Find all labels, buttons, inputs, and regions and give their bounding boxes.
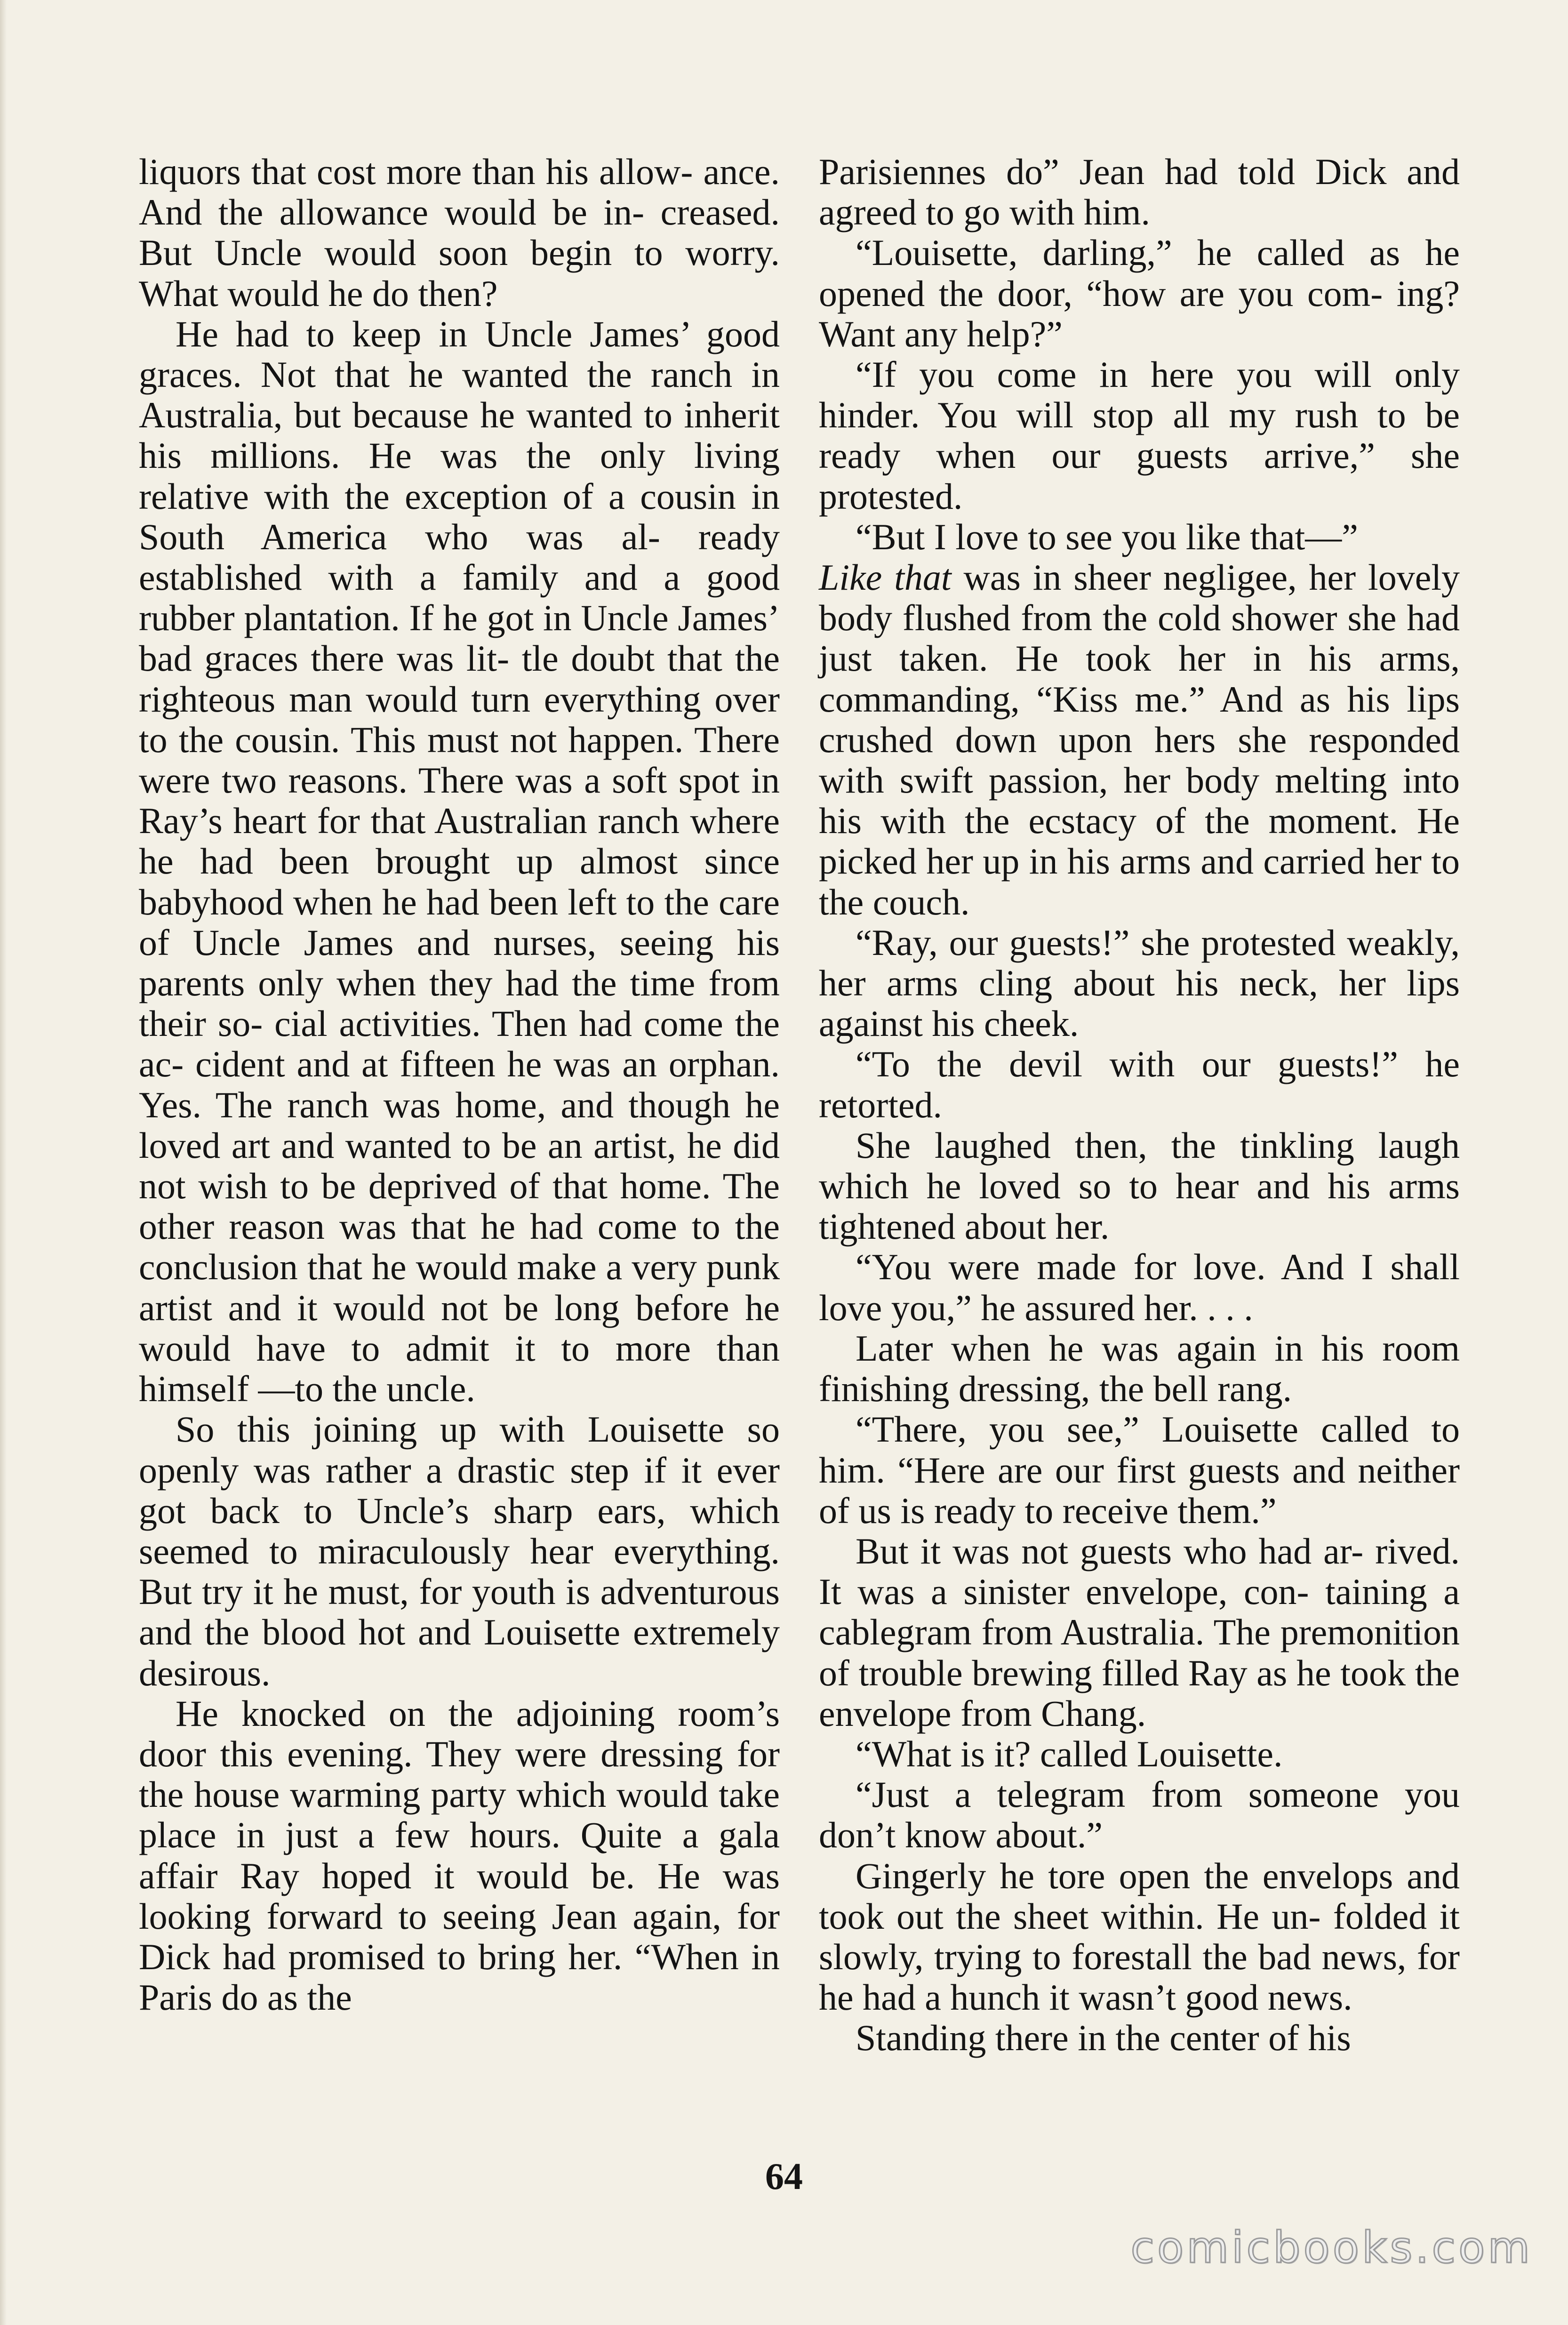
paragraph: “Louisette, darling,” he called as he opened the door, “how are you com- ing? Want any help?” [819, 232, 1460, 354]
paragraph: Parisiennes do” Jean had told Dick and agreed to go with him. [819, 151, 1460, 233]
italic-phrase: Like that [819, 557, 952, 598]
paragraph: “If you come in here you will only hinder. You will stop all my rush to be ready when our guests arrive,” she protested. [819, 354, 1460, 517]
paragraph: But it was not guests who had ar- rived. It was a sinister envelope, con- taining a cablegram from Australia. The premonition of trouble brewing filled Ray as he took the envelope from Chang. [819, 1530, 1460, 1734]
paragraph: Standing there in the center of his [856, 2017, 1351, 2059]
paragraph: “What is it? called Louisette. [856, 1733, 1283, 1774]
paragraph: “To the devil with our guests!” he retorted. [819, 1043, 1460, 1125]
paragraph: Later when he was again in his room finishing dressing, the bell rang. [819, 1327, 1460, 1410]
paragraph: “You were made for love. And I shall love you,” he assured her. . . . [819, 1246, 1460, 1328]
paragraph: liquors that cost more than his allow- ance. And the allowance would be in- creased. But Uncle would soon begin to worry. What would he do then? [139, 151, 780, 314]
watermark-logo: comicbooks.com [1130, 2222, 1533, 2273]
paragraph: Gingerly he tore open the envelops and took out the sheet within. He un- folded it slowly, trying to forestall the bad news, for he had a hunch it wasn’t good news. [819, 1855, 1460, 2018]
paragraph: “Ray, our guests!” she protested weakly, her arms cling about his neck, her lips against his cheek. [819, 922, 1460, 1044]
paragraph: So this joining up with Louisette so openly was rather a drastic step if it ever got back to Uncle’s sharp ears, which seemed to miraculously hear everything. But try it he must, for youth is adventurous and the blood hot and Louisette extremely desirous. [139, 1409, 780, 1693]
paragraph: “Just a telegram from someone you don’t know about.” [819, 1774, 1460, 1856]
left-text-column [139, 152, 780, 2018]
paragraph [819, 557, 1460, 922]
paragraph-text: was in sheer negligee, her lovely body flushed from the cold shower she had just taken. He took her in his arms, commanding, “Kiss me.” And as his lips crushed down upon hers she responded with swift passion, her body melting into his with the ecstacy of the moment. He picked her up in his arms and carried her to the couch. [819, 557, 1460, 922]
paragraph: “There, you see,” Louisette called to him. “Here are our first guests and neither of us is ready to receive them.” [819, 1409, 1460, 1531]
paragraph: “But I love to see you like that—” [856, 516, 1358, 557]
paragraph: He knocked on the adjoining room’s door this evening. They were dressing for the house warming party which would take place in just a few hours. Quite a gala affair Ray hoped it would be. He was looking forward to seeing Jean again, for Dick had promised to bring her. “When in Paris do as the [139, 1692, 780, 2018]
page-edge-shadow [0, 0, 7, 2325]
paragraph: He had to keep in Uncle James’ good graces. Not that he wanted the ranch in Australia, but because he wanted to inherit his millions. He was the only living relative with the exception of a cousin in South America who was al- ready established with a family and a good rubber plantation. If he got in Uncle James’ bad graces there was lit- tle doubt that the righteous man would turn everything over to the cousin. This must not happen. There were two reasons. There was a soft spot in Ray’s heart for that Australian ranch where he had been brought up almost since babyhood when he had been left to the care of Uncle James and nurses, seeing his parents only when they had the time from their so- cial activities. Then had come the ac- cident and at fifteen he was an orphan. Yes. The ranch was home, and though he loved art and wanted to be an artist, he did not wish to be deprived of that home. The other reason was that he had come to the conclusion that he would make a very punk artist and it would not be long before he would have to admit it to more than himself —to the uncle. [139, 313, 780, 1410]
paragraph: She laughed then, the tinkling laugh which he loved so to hear and his arms tightened about her. [819, 1124, 1460, 1247]
page-number: 64 [765, 2156, 803, 2197]
right-text-column [819, 152, 1460, 2059]
